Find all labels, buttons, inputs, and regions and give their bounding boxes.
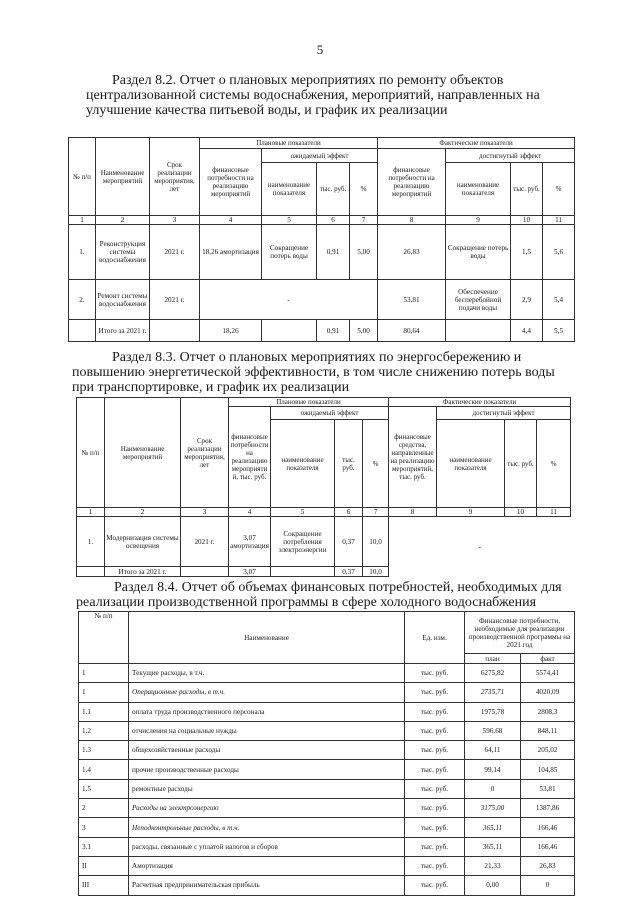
cell-num: 2 — [79, 799, 129, 818]
col-number: 5 — [271, 508, 335, 517]
header-num: № п/п — [79, 612, 129, 664]
table-8-4 — [78, 611, 575, 896]
cell-plan-dash: - — [200, 280, 378, 320]
cell-fin-plan: 3,07 амортизация — [229, 517, 271, 567]
table-row — [79, 799, 575, 818]
header-fact: факт — [521, 654, 575, 664]
header-plan: Плановые показатели — [229, 398, 389, 407]
cell-unit: тыс. руб. — [405, 779, 465, 798]
col-number: 2 — [105, 508, 181, 517]
col-number: 7 — [350, 216, 378, 225]
total-row — [69, 320, 575, 342]
header-fin-fact: финансовые потребности на реализацию мероприятий — [378, 149, 446, 216]
cell-fact: 166,46 — [521, 837, 575, 856]
cell-num: 2. — [69, 280, 96, 320]
cell-term: 2021 г. — [181, 517, 229, 567]
cell-unit: тыс. руб. — [405, 856, 465, 875]
col-number: 9 — [437, 508, 505, 517]
cell-fact: 4020,09 — [521, 683, 575, 702]
cell-plan: 3175,00 — [465, 799, 521, 818]
cell-name: оплата труда производственного персонала — [129, 702, 405, 721]
cell-pct: 10,0 — [363, 517, 389, 567]
header-fact: Фактические показатели — [389, 398, 571, 407]
cell-num: II — [79, 856, 129, 875]
cell-name: расходы, связанные с уплатой налогов и сборов — [129, 837, 405, 856]
cell-pct-fact: 5,6 — [543, 225, 575, 280]
cell-plan: 0,00 — [465, 876, 521, 895]
header-exp-name: наименование показателя — [271, 420, 335, 508]
heading-line: Раздел 8.3. Отчет о плановых мероприятиях по энергосбережению и — [112, 350, 522, 365]
table-row — [77, 517, 571, 567]
cell-term: 2021 г. — [150, 280, 200, 320]
cell-fact-dash: - — [389, 517, 571, 577]
cell-fin-fact: 53,81 — [378, 280, 446, 320]
cell-name: отчисления на социальные нужды — [129, 721, 405, 740]
cell-num: 1.2 — [79, 721, 129, 740]
header-rub: тыс. руб. — [335, 420, 363, 508]
header-rub-fact: тыс. руб. — [505, 420, 537, 508]
cell-unit: тыс. руб. — [405, 683, 465, 702]
cell-fact: 166,46 — [521, 818, 575, 837]
cell-plan: 6275,82 — [465, 664, 521, 683]
cell-plan: 1975,78 — [465, 702, 521, 721]
heading-line: при транспортировке, и график их реализации — [72, 380, 350, 395]
col-number: 9 — [446, 216, 511, 225]
cell-fact: 848,11 — [521, 721, 575, 740]
cell-fact: 205,02 — [521, 741, 575, 760]
cell-total-fin: 3,07 — [229, 567, 271, 577]
cell-plan: 365,11 — [465, 818, 521, 837]
header-name: Наименование мероприятий — [96, 138, 150, 216]
cell-fin-plan: 18,26 амортизация — [200, 225, 262, 280]
cell-total-name: Итого за 2021 г. — [96, 320, 150, 342]
cell-fact: 104,85 — [521, 760, 575, 779]
cell-num: 1.5 — [79, 779, 129, 798]
cell-plan: 2735,71 — [465, 683, 521, 702]
header-plan: план — [465, 654, 521, 664]
header-fin-plan: финансовые потребности на реализацию мероприятий, тыс. руб. — [229, 407, 271, 508]
table-8-3 — [76, 397, 571, 577]
cell-num: 3.1 — [79, 837, 129, 856]
cell-num: 1. — [69, 225, 96, 280]
table-row — [79, 741, 575, 760]
cell-ach-name: Обеспечение бесперебойной подачи воды — [446, 280, 511, 320]
cell-unit: тыс. руб. — [405, 818, 465, 837]
col-number: 7 — [363, 508, 389, 517]
header-name: Наименование мероприятий — [105, 398, 181, 508]
col-number: 10 — [505, 508, 537, 517]
header-pct-fact: % — [537, 420, 571, 508]
cell-unit: тыс. руб. — [405, 702, 465, 721]
cell-fact: 2808,3 — [521, 702, 575, 721]
header-fin-plan: финансовые потребности на реализацию мероприятий — [200, 149, 262, 216]
cell-total-pct: 10,0 — [363, 567, 389, 577]
header-achieved-effect: достигнутый эффект — [437, 407, 571, 420]
cell-unit: тыс. руб. — [405, 760, 465, 779]
cell-total-name: Итого за 2021 г. — [105, 567, 181, 577]
cell-rub-fact: 2,9 — [511, 280, 543, 320]
cell-num: 1 — [79, 664, 129, 683]
cell-fact: 53,81 — [521, 779, 575, 798]
header-achieved-effect: достигнутый эффект — [446, 149, 575, 163]
table-row — [79, 876, 575, 895]
col-number: 8 — [389, 508, 437, 517]
cell-name: Реконструкция системы водоснабжения — [96, 225, 150, 280]
header-num: № п/п — [69, 138, 96, 216]
cell-pct: 5,00 — [350, 225, 378, 280]
table-row — [79, 818, 575, 837]
col-number: 4 — [229, 508, 271, 517]
cell-rub: 0,91 — [317, 225, 350, 280]
cell-plan: 0 — [465, 779, 521, 798]
cell-total-rub: 0,91 — [317, 320, 350, 342]
cell-name: прочие производственные расходы — [129, 760, 405, 779]
cell-num: 1.3 — [79, 741, 129, 760]
cell-num: 1.4 — [79, 760, 129, 779]
cell-name: общехозяйственные расходы — [129, 741, 405, 760]
col-number: 8 — [378, 216, 446, 225]
header-expected-effect: ожидаемый эффект — [262, 149, 378, 163]
cell-total-fin: 18,26 — [200, 320, 262, 342]
header-exp-name: наименование показателя — [262, 163, 317, 216]
page-number: 5 — [316, 42, 324, 57]
cell-total-pct-fact: 5,5 — [543, 320, 575, 342]
heading-line: реализации производственной программы в сфере холодного водоснабжения — [76, 595, 537, 610]
col-number: 2 — [96, 216, 150, 225]
header-ach-name: наименование показателя — [446, 163, 511, 216]
col-number: 4 — [200, 216, 262, 225]
cell-unit: тыс. руб. — [405, 721, 465, 740]
col-number: 6 — [335, 508, 363, 517]
cell-unit: тыс. руб. — [405, 799, 465, 818]
heading-line: повышению энергетической эффективности, в том числе снижению потерь воды — [72, 365, 555, 380]
cell-plan: 596,68 — [465, 721, 521, 740]
cell-total-pct: 5,00 — [350, 320, 378, 342]
cell-total-rub: 0,37 — [335, 567, 363, 577]
col-number: 1 — [77, 508, 105, 517]
cell-fact: 0 — [521, 876, 575, 895]
col-number: 11 — [543, 216, 575, 225]
cell-fin-fact: 26,83 — [378, 225, 446, 280]
table-row — [79, 702, 575, 721]
cell-num: 1. — [77, 517, 105, 567]
col-number: 5 — [262, 216, 317, 225]
table-row — [79, 779, 575, 798]
cell-unit: тыс. руб. — [405, 837, 465, 856]
cell-name: Амортизация — [129, 856, 405, 875]
section-8-3-heading — [72, 350, 568, 395]
cell-pct-fact: 5,4 — [543, 280, 575, 320]
cell-unit: тыс. руб. — [405, 741, 465, 760]
cell-num: 1.1 — [79, 702, 129, 721]
cell-name: Текущие расходы, в т.ч. — [129, 664, 405, 683]
section-8-2-heading — [86, 73, 570, 118]
cell-name: Неподконтрольные расходы, в т.ч. — [129, 818, 405, 837]
cell-name: ремонтные расходы — [129, 779, 405, 798]
col-number: 1 — [69, 216, 96, 225]
header-rub: тыс. руб. — [317, 163, 350, 216]
cell-name: Расходы на электроэнергию — [129, 799, 405, 818]
header-name: Наименование — [129, 612, 405, 664]
header-unit: Ед. изм. — [405, 612, 465, 664]
header-expected-effect: ожидаемый эффект — [271, 407, 389, 420]
section-8-4-heading — [76, 580, 564, 610]
header-fact: Фактические показатели — [378, 138, 575, 149]
col-number: 3 — [181, 508, 229, 517]
header-ach-name: наименование показателя — [437, 420, 505, 508]
table-row — [79, 664, 575, 683]
heading-line: улучшение качества питьевой воды, и график их реализации — [86, 103, 448, 118]
cell-exp-name: Сокращение потерь воды — [262, 225, 317, 280]
cell-rub-fact: 1,5 — [511, 225, 543, 280]
cell-num: 1 — [79, 683, 129, 702]
header-pct-fact: % — [543, 163, 575, 216]
header-term: Срок реализации мероприятия, лет — [150, 138, 200, 216]
cell-term: 2021 г. — [150, 225, 200, 280]
table-8-2 — [68, 137, 575, 342]
cell-name: Расчетная предпринимательская прибыль — [129, 876, 405, 895]
cell-num: III — [79, 876, 129, 895]
cell-ach-name: Сокращение потерь воды — [446, 225, 511, 280]
table-row — [69, 225, 575, 280]
header-pct: % — [363, 420, 389, 508]
heading-line: централизованной системы водоснабжения, мероприятий, направленных на — [86, 88, 540, 103]
cell-total-rub-fact: 4,4 — [511, 320, 543, 342]
table-row — [79, 721, 575, 740]
header-pct: % — [350, 163, 378, 216]
cell-unit: тыс. руб. — [405, 664, 465, 683]
cell-fact: 1387,86 — [521, 799, 575, 818]
col-number: 11 — [537, 508, 571, 517]
table-row — [79, 683, 575, 702]
header-rub-fact: тыс. руб. — [511, 163, 543, 216]
cell-rub: 0,37 — [335, 517, 363, 567]
cell-plan: 99,14 — [465, 760, 521, 779]
heading-line: Раздел 8.2. Отчет о плановых мероприятиях по ремонту объектов — [112, 73, 504, 88]
col-number: 6 — [317, 216, 350, 225]
col-number: 10 — [511, 216, 543, 225]
table-row — [69, 280, 575, 320]
header-fin-needs: Финансовые потребности, необходимые для реализации производственной программы на 2021 год — [465, 612, 575, 654]
table-row — [79, 760, 575, 779]
heading-line: Раздел 8.4. Отчет об объемах финансовых потребностей, необходимых для — [114, 580, 562, 595]
cell-name: Ремонт системы водоснабжения — [96, 280, 150, 320]
table-row — [79, 837, 575, 856]
header-fin-fact: финансовые средства, направленные на реализацию мероприятий, тыс. руб. — [389, 407, 437, 508]
cell-name: Операционные расходы, в т.ч. — [129, 683, 405, 702]
cell-fact: 26,83 — [521, 856, 575, 875]
header-term: Срок реализации мероприятия, лет — [181, 398, 229, 508]
cell-exp-name: Сокращение потребления электроэнергии — [271, 517, 335, 567]
cell-plan: 64,11 — [465, 741, 521, 760]
header-plan: Плановые показатели — [200, 138, 378, 149]
cell-fact: 5574,41 — [521, 664, 575, 683]
cell-name: Модернизация системы освещения — [105, 517, 181, 567]
col-number: 3 — [150, 216, 200, 225]
table-row — [79, 856, 575, 875]
cell-plan: 21,33 — [465, 856, 521, 875]
cell-plan: 365,11 — [465, 837, 521, 856]
header-num: № п/п — [77, 398, 105, 508]
cell-num: 3 — [79, 818, 129, 837]
cell-total-fin-fact: 80,64 — [378, 320, 446, 342]
cell-unit: тыс. руб. — [405, 876, 465, 895]
